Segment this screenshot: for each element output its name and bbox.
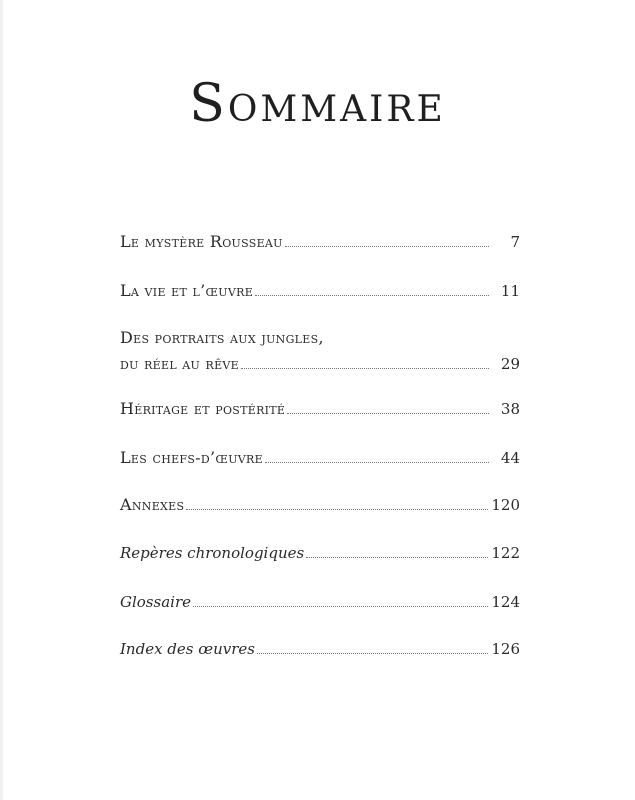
toc-entry-reperes-chronologiques[interactable] xyxy=(120,543,520,563)
toc-page-number: 124 xyxy=(491,593,520,611)
toc-entry-label: Le mystère Rousseau xyxy=(120,232,283,251)
dot-leader xyxy=(255,294,489,296)
toc-entry-la-vie-et-loeuvre[interactable] xyxy=(120,281,520,301)
toc-page-number: 29 xyxy=(500,355,520,373)
dot-leader xyxy=(193,605,488,607)
toc-page-number: 7 xyxy=(510,233,520,251)
toc-entry-index-des-oeuvres[interactable] xyxy=(120,639,520,659)
toc-entry-label: Les chefs-d’œuvre xyxy=(120,448,263,467)
toc-entry-les-chefs-doeuvre[interactable] xyxy=(120,448,520,468)
toc-entry-label: La vie et l’œuvre xyxy=(120,281,254,300)
toc-entry-label-line-1: Des portraits aux jungles, xyxy=(120,328,324,347)
dot-leader xyxy=(186,508,488,510)
toc-page-number: 120 xyxy=(491,496,520,514)
toc-entry-label: Glossaire xyxy=(120,593,191,611)
toc-entry-label: Annexes xyxy=(120,495,185,514)
dot-leader xyxy=(287,412,489,414)
toc-entry-des-portraits-aux-jungles[interactable] xyxy=(120,328,520,374)
dot-leader xyxy=(306,556,488,558)
toc-entry-annexes[interactable] xyxy=(120,495,520,515)
toc-entry-le-mystere-rousseau[interactable] xyxy=(120,232,520,252)
toc-entry-heritage-et-posterite[interactable] xyxy=(120,399,520,419)
toc-page-number: 44 xyxy=(500,449,520,467)
toc-page-number: 122 xyxy=(491,544,520,562)
toc-page-number: 11 xyxy=(500,282,520,300)
toc-entry-label: Index des œuvres xyxy=(120,640,255,658)
dot-leader xyxy=(241,367,489,369)
page-title: Sommaire xyxy=(189,74,446,134)
toc-page-number: 126 xyxy=(491,640,520,658)
toc-page-number: 38 xyxy=(500,400,520,418)
dot-leader xyxy=(257,652,488,654)
toc-entry-label: Héritage et postérité xyxy=(120,399,286,418)
dot-leader xyxy=(265,461,489,463)
toc-entry-glossaire[interactable] xyxy=(120,592,520,612)
toc-entry-label: Repères chronologiques xyxy=(120,544,305,562)
toc-entry-label-line-2: du réel au rêve xyxy=(120,354,239,373)
dot-leader xyxy=(285,245,489,247)
